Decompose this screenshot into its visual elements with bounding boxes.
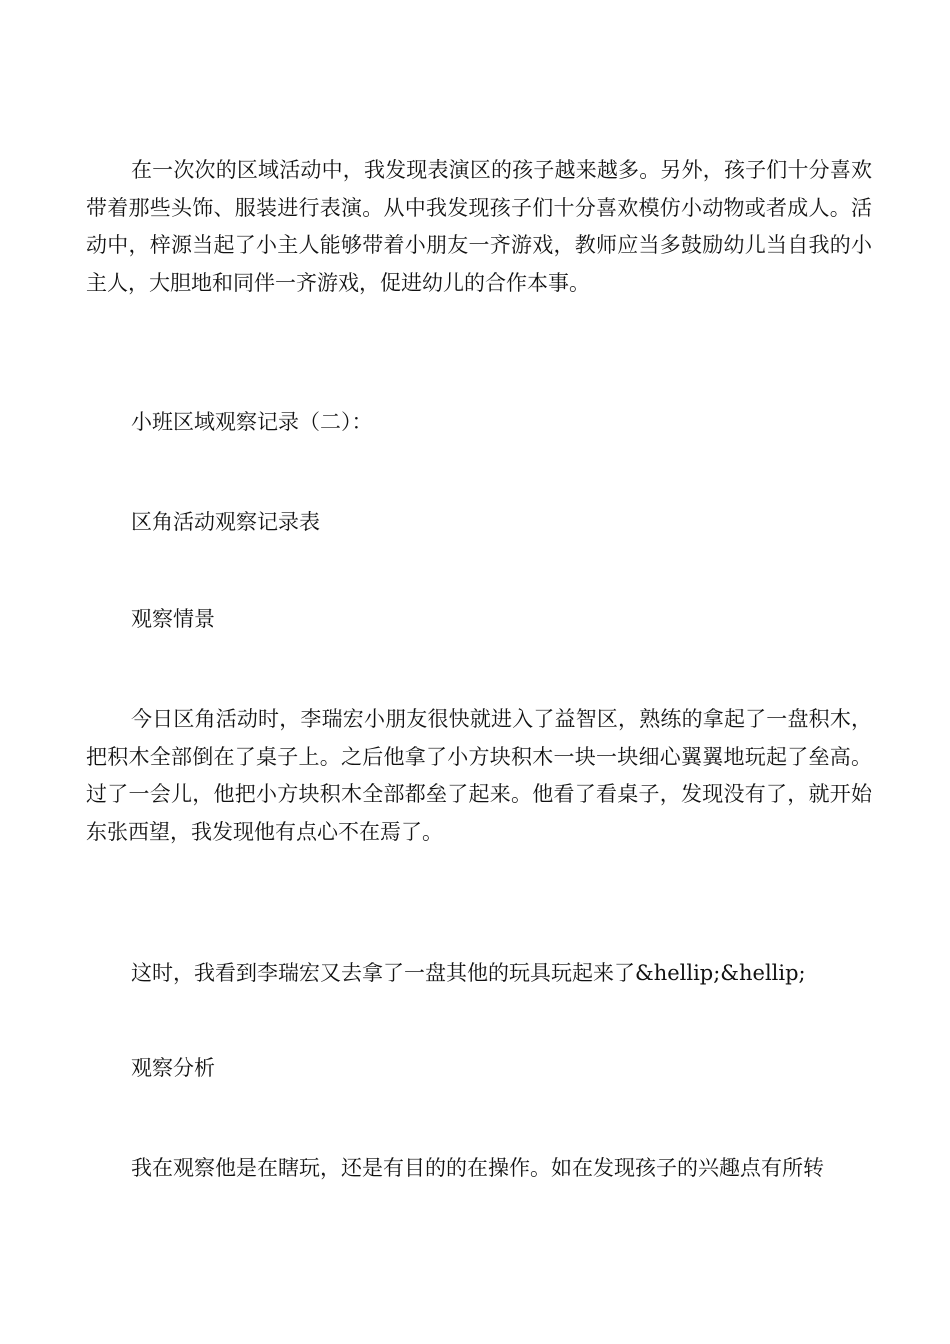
paragraph-scene-continuation: 这时，我看到李瑞宏又去拿了一盘其他的玩具玩起来了&hellip;&hellip; [131, 961, 806, 985]
paragraph-observation-summary: 在一次次的区域活动中，我发现表演区的孩子越来越多。另外，孩子们十分喜欢带着那些头饰、服装进行表演。从中我发现孩子们十分喜欢模仿小动物或者成人。活动中，梓源当起了小主人能够带着小朋友一齐游戏，教师应当多鼓励幼儿当自我的小主人，大胆地和同伴一齐游戏，促进幼儿的合作本事。 [86, 158, 872, 295]
paragraph-analysis: 我在观察他是在瞎玩，还是有目的的在操作。如在发现孩子的兴趣点有所转 [131, 1156, 824, 1180]
heading-observation-analysis: 观察分析 [131, 1056, 215, 1080]
paragraph-scene-description: 今日区角活动时，李瑞宏小朋友很快就进入了益智区，熟练的拿起了一盘积木，把积木全部倒在了桌子上。之后他拿了小方块积木一块一块细心翼翼地玩起了垒高。过了一会儿，他把小方块积木全部都垒了起来。他看了看桌子，发现没有了，就开始东张西望，我发现他有点心不在焉了。 [86, 707, 872, 844]
heading-record-two: 小班区域观察记录（二）： [131, 410, 373, 434]
heading-observation-scene: 观察情景 [131, 607, 215, 631]
heading-record-table: 区角活动观察记录表 [131, 510, 320, 534]
